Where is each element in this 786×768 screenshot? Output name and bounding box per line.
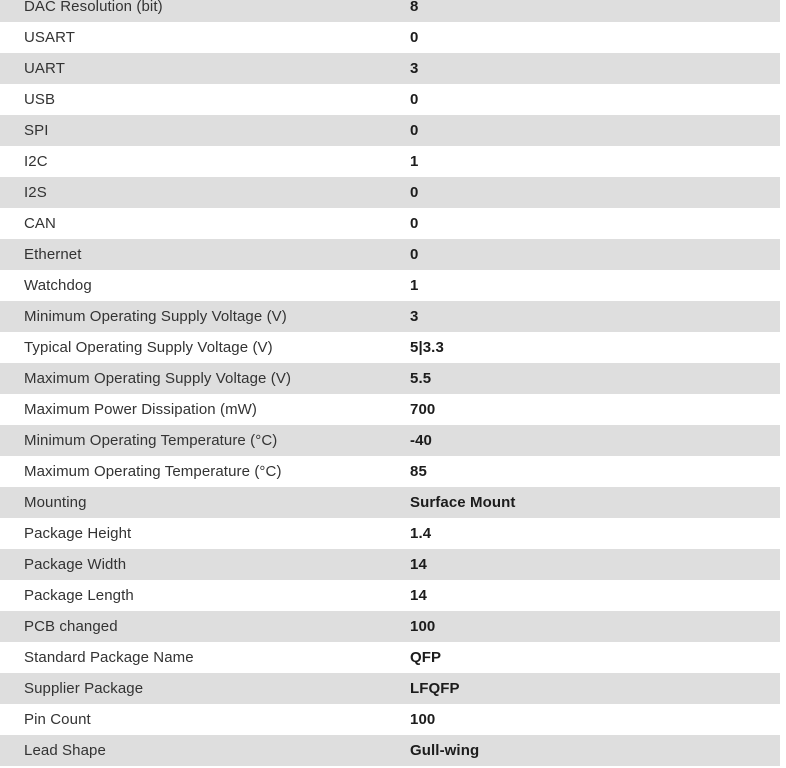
spec-row (0, 456, 780, 487)
spec-row (0, 301, 780, 332)
spec-row (0, 704, 780, 735)
spec-label: Mounting (24, 494, 87, 511)
spec-value: 14 (410, 587, 427, 604)
spec-value: 85 (410, 463, 427, 480)
spec-value: 3 (410, 60, 419, 77)
spec-row (0, 487, 780, 518)
spec-value: -40 (410, 432, 432, 449)
spec-label: UART (24, 60, 65, 77)
spec-value: 3 (410, 308, 419, 325)
spec-value: 100 (410, 711, 436, 728)
spec-label: Package Length (24, 587, 134, 604)
spec-row (0, 549, 780, 580)
spec-label: Minimum Operating Supply Voltage (V) (24, 308, 287, 325)
spec-row (0, 394, 780, 425)
spec-row (0, 580, 780, 611)
spec-label: I2C (24, 153, 48, 170)
spec-row (0, 611, 780, 642)
spec-row (0, 425, 780, 456)
spec-value: 14 (410, 556, 427, 573)
spec-value: 0 (410, 215, 419, 232)
spec-label: USART (24, 29, 76, 46)
spec-row (0, 735, 780, 766)
spec-value: 100 (410, 618, 436, 635)
spec-row (0, 177, 780, 208)
spec-label: Supplier Package (24, 680, 144, 697)
spec-value: 700 (410, 401, 436, 418)
spec-label: Standard Package Name (24, 649, 194, 666)
spec-value: LFQFP (410, 680, 460, 697)
spec-row (0, 146, 780, 177)
spec-label: CAN (24, 215, 56, 232)
spec-label: Lead Shape (24, 742, 106, 759)
spec-row (0, 115, 780, 146)
spec-label: Pin Count (24, 711, 91, 728)
spec-label: Maximum Power Dissipation (mW) (24, 401, 258, 418)
spec-row (0, 642, 780, 673)
spec-value: 8 (410, 0, 419, 15)
spec-row (0, 363, 780, 394)
spec-label: Minimum Operating Temperature (°C) (24, 432, 278, 449)
spec-row (0, 53, 780, 84)
spec-label: Typical Operating Supply Voltage (V) (24, 339, 273, 356)
spec-label: PCB changed (24, 618, 118, 635)
spec-value: 5|3.3 (410, 339, 444, 356)
spec-value: 1 (410, 153, 419, 170)
spec-row (0, 208, 780, 239)
spec-row (0, 518, 780, 549)
spec-label: Maximum Operating Supply Voltage (V) (24, 370, 292, 387)
spec-value: 0 (410, 29, 419, 46)
spec-label: USB (24, 91, 56, 108)
spec-label: I2S (24, 184, 47, 201)
spec-label: Ethernet (24, 246, 82, 263)
spec-value: 1.4 (410, 525, 432, 542)
spec-row (0, 239, 780, 270)
spec-row (0, 0, 780, 22)
spec-label: Package Height (24, 525, 132, 542)
spec-value: QFP (410, 649, 442, 666)
spec-label: DAC Resolution (bit) (24, 0, 163, 15)
spec-row (0, 332, 780, 363)
spec-row (0, 270, 780, 301)
spec-label: SPI (24, 122, 49, 139)
spec-value: 0 (410, 122, 419, 139)
spec-value: 0 (410, 91, 419, 108)
spec-row (0, 84, 780, 115)
spec-label: Maximum Operating Temperature (°C) (24, 463, 282, 480)
spec-value: 1 (410, 277, 419, 294)
spec-value: 5.5 (410, 370, 432, 387)
spec-value: Surface Mount (410, 494, 516, 511)
spec-label: Watchdog (24, 277, 92, 294)
spec-row (0, 673, 780, 704)
spec-value: 0 (410, 184, 419, 201)
spec-value: Gull-wing (410, 742, 480, 759)
spec-value: 0 (410, 246, 419, 263)
spec-label: Package Width (24, 556, 127, 573)
spec-row (0, 22, 780, 53)
